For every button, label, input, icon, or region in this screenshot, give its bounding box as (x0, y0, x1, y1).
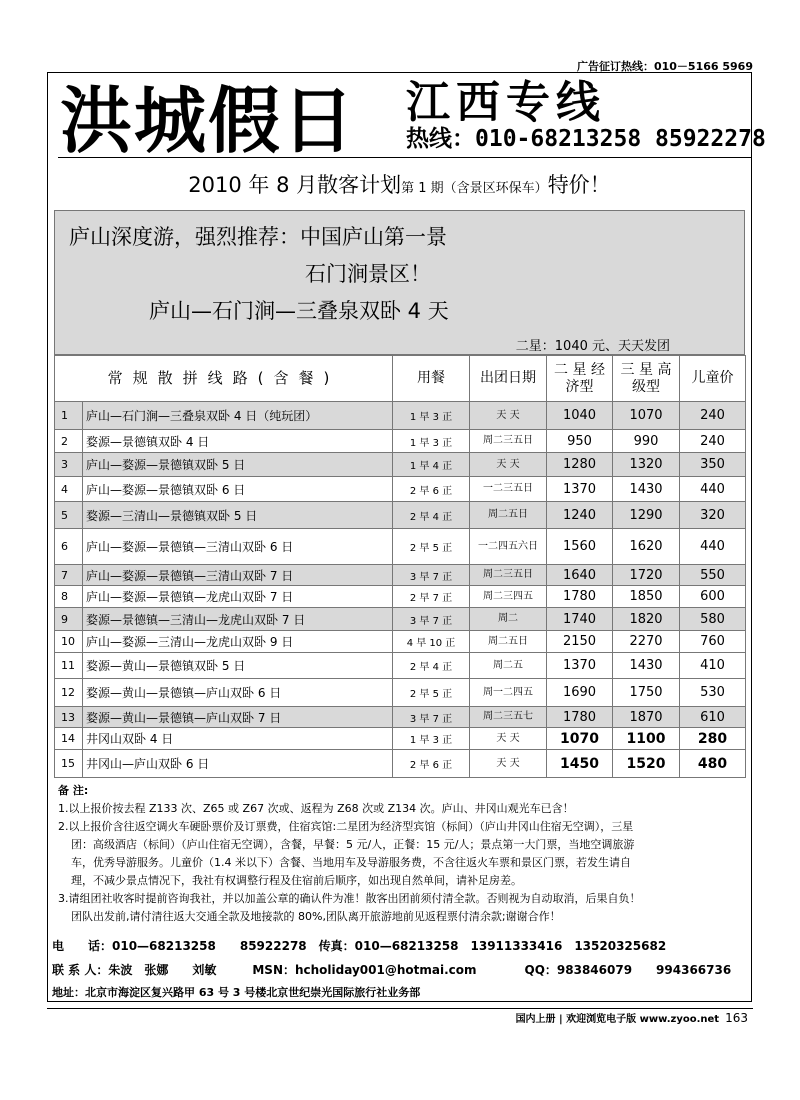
row-number: 6 (55, 529, 83, 565)
departure-dates: 天 天 (470, 453, 547, 477)
header-rule (58, 157, 751, 158)
note-2b: 团：高级酒店（标间）（庐山住宿无空调），含餐，早餐：5 元/人，正餐：15 元/人；景点第一大门票，当地空调旅游 (71, 838, 635, 851)
departure-dates: 周二 (470, 608, 547, 631)
price-3star: 1870 (613, 707, 680, 728)
subtitle-small: 第 1 期（含景区环保车） (401, 181, 548, 196)
meal-plan: 1 早 3 正 (393, 728, 470, 750)
child-price: 240 (680, 430, 746, 453)
contact-people: 联 系 人：朱波 张娜 刘敏 MSN：hcholiday001@hotmai.com QQ：983846079 994366736 (52, 963, 732, 977)
route-name: 庐山—婺源—景德镇双卧 6 日 (83, 477, 393, 502)
footer-text: 国内上册 | 欢迎浏览电子版 www.zyoo.net (515, 1014, 720, 1025)
note-3a: 3.请组团社收客时提前咨询我社，并以加盖公章的确认件为准！散客出团前须付清全款。否则视为自动取消，后果自负！ (58, 892, 641, 905)
row-number: 4 (55, 477, 83, 502)
table-row (55, 679, 746, 707)
table-row (55, 477, 746, 502)
departure-dates: 一二四五六日 (470, 529, 547, 565)
departure-dates: 周二五日 (470, 631, 547, 653)
table-row (55, 653, 746, 679)
child-price: 580 (680, 608, 746, 631)
meal-plan: 3 早 7 正 (393, 565, 470, 586)
promo-line-2: 石门涧景区！ (305, 262, 431, 286)
ad-frame (47, 72, 766, 1002)
route-name: 婺源—景德镇双卧 4 日 (83, 430, 393, 453)
promo-line-1: 庐山深度游，强烈推荐：中国庐山第一景 (69, 225, 447, 249)
header-route: 常规散拼线路(含餐) (55, 356, 393, 402)
row-number: 12 (55, 679, 83, 707)
meal-plan: 2 早 4 正 (393, 502, 470, 529)
table-row (55, 750, 746, 778)
subtitle-main-a: 2010 年 8 月散客计划 (188, 173, 402, 197)
meal-plan: 2 早 4 正 (393, 653, 470, 679)
meal-plan: 1 早 4 正 (393, 453, 470, 477)
route-name: 庐山—婺源—三清山—龙虎山双卧 9 日 (83, 631, 393, 653)
price-2star: 1370 (547, 653, 613, 679)
header-price-3star: 三 星 高级型 (613, 356, 680, 402)
route-name: 庐山—婺源—景德镇—三清山双卧 6 日 (83, 529, 393, 565)
price-2star: 1780 (547, 707, 613, 728)
meal-plan: 1 早 3 正 (393, 430, 470, 453)
child-price: 240 (680, 402, 746, 430)
child-price: 350 (680, 453, 746, 477)
note-2d: 理，不减少景点情况下，我社有权调整行程及住宿前后顺序，如出现自然单间，请补足房差。 (71, 874, 522, 887)
child-price: 530 (680, 679, 746, 707)
note-1: 1.以上报价按去程 Z133 次、Z65 或 Z67 次或、返程为 Z68 次或 Z134 次。庐山、井冈山观光车已含！ (58, 802, 574, 815)
meal-plan: 2 早 7 正 (393, 586, 470, 608)
table-header-row (55, 356, 746, 402)
price-2star: 950 (547, 430, 613, 453)
row-number: 2 (55, 430, 83, 453)
price-2star: 1560 (547, 529, 613, 565)
footer-rule (47, 1008, 753, 1009)
route-name: 井冈山双卧 4 日 (83, 728, 393, 750)
table-row (55, 608, 746, 631)
route-name: 庐山—婺源—景德镇双卧 5 日 (83, 453, 393, 477)
table-row (55, 631, 746, 653)
route-name: 婺源—黄山—景德镇—庐山双卧 7 日 (83, 707, 393, 728)
note-3b: 团队出发前,请付清往返大交通全款及地接款的 80%,团队离开旅游地前见返程票付清余款;谢谢合作！ (71, 910, 561, 923)
row-number: 5 (55, 502, 83, 529)
route-name: 庐山—婺源—景德镇—三清山双卧 7 日 (83, 565, 393, 586)
promo-price: 二星：1040 元、天天发团 (515, 339, 670, 354)
page-number: 163 (725, 1011, 748, 1025)
jiangxi-line-title: 江西专线 (406, 77, 606, 128)
meal-plan: 1 早 3 正 (393, 402, 470, 430)
row-number: 1 (55, 402, 83, 430)
departure-dates: 周二三五日 (470, 430, 547, 453)
meal-plan: 2 早 5 正 (393, 529, 470, 565)
row-number: 10 (55, 631, 83, 653)
notes-section (58, 782, 748, 926)
departure-dates: 周二三五七 (470, 707, 547, 728)
note-2a: 2.以上报价含往返空调火车硬卧票价及订票费，住宿宾馆:二星团为经济型宾馆（标间）（庐山井冈山住宿无空调），三星 (58, 820, 634, 833)
table-row (55, 430, 746, 453)
table-row (55, 565, 746, 586)
price-2star: 1370 (547, 477, 613, 502)
route-name: 庐山—石门涧—三叠泉双卧 4 日（纯玩团） (83, 402, 393, 430)
table-row (55, 453, 746, 477)
price-3star: 1520 (613, 750, 680, 778)
price-3star: 1100 (613, 728, 680, 750)
price-3star: 1070 (613, 402, 680, 430)
price-2star: 1040 (547, 402, 613, 430)
price-3star: 990 (613, 430, 680, 453)
child-price: 280 (680, 728, 746, 750)
child-price: 550 (680, 565, 746, 586)
departure-dates: 天 天 (470, 402, 547, 430)
brand-title: 洪城假日 (60, 78, 357, 163)
notes-title: 备 注: (58, 784, 89, 797)
departure-dates: 一二三五日 (470, 477, 547, 502)
promo-line-3: 庐山—石门涧—三叠泉双卧 4 天 (149, 299, 449, 323)
meal-plan: 2 早 6 正 (393, 477, 470, 502)
price-3star: 1720 (613, 565, 680, 586)
route-name: 井冈山—庐山双卧 6 日 (83, 750, 393, 778)
meal-plan: 3 早 7 正 (393, 707, 470, 728)
route-name: 婺源—三清山—景德镇双卧 5 日 (83, 502, 393, 529)
contact-phone: 电 话：010—68213258 85922278 传真：010—68213258 13911333416 13520325682 (52, 939, 667, 953)
table-row (55, 529, 746, 565)
price-2star: 1280 (547, 453, 613, 477)
route-name: 庐山—婺源—景德镇—龙虎山双卧 7 日 (83, 586, 393, 608)
departure-dates: 天 天 (470, 750, 547, 778)
departure-dates: 周二五 (470, 653, 547, 679)
price-2star: 1740 (547, 608, 613, 631)
table-row (55, 402, 746, 430)
price-3star: 1750 (613, 679, 680, 707)
price-2star: 1240 (547, 502, 613, 529)
row-number: 13 (55, 707, 83, 728)
child-price: 320 (680, 502, 746, 529)
price-2star: 1450 (547, 750, 613, 778)
child-price: 440 (680, 477, 746, 502)
price-3star: 1290 (613, 502, 680, 529)
routes-table (54, 355, 746, 778)
row-number: 15 (55, 750, 83, 778)
contact-address: 地址：北京市海淀区复兴路甲 63 号 3 号楼北京世纪崇光国际旅行社业务部 (52, 986, 421, 999)
note-2c: 车，优秀导游服务。儿童价（1.4 米以下）含餐、当地用车及导游服务费，不含往返火车票和景区门票，若发生请自 (71, 856, 631, 869)
departure-dates: 周二三四五 (470, 586, 547, 608)
departure-dates: 周一二四五 (470, 679, 547, 707)
table-row (55, 502, 746, 529)
meal-plan: 2 早 6 正 (393, 750, 470, 778)
plan-subtitle (48, 171, 751, 203)
child-price: 440 (680, 529, 746, 565)
table-row (55, 728, 746, 750)
departure-dates: 周二五日 (470, 502, 547, 529)
row-number: 14 (55, 728, 83, 750)
meal-plan: 2 早 5 正 (393, 679, 470, 707)
price-2star: 1690 (547, 679, 613, 707)
ad-hotline: 广告征订热线：010－5166 5969 (576, 60, 753, 73)
row-number: 11 (55, 653, 83, 679)
route-name: 婺源—黄山—景德镇—庐山双卧 6 日 (83, 679, 393, 707)
price-3star: 1620 (613, 529, 680, 565)
price-2star: 1780 (547, 586, 613, 608)
row-number: 7 (55, 565, 83, 586)
price-2star: 1070 (547, 728, 613, 750)
child-price: 600 (680, 586, 746, 608)
child-price: 610 (680, 707, 746, 728)
departure-dates: 天 天 (470, 728, 547, 750)
table-row (55, 586, 746, 608)
price-3star: 1320 (613, 453, 680, 477)
price-3star: 2270 (613, 631, 680, 653)
route-name: 婺源—景德镇—三清山—龙虎山双卧 7 日 (83, 608, 393, 631)
subtitle-main-b: 特价！ (547, 173, 611, 197)
price-2star: 2150 (547, 631, 613, 653)
header-meal: 用餐 (393, 356, 470, 402)
price-3star: 1820 (613, 608, 680, 631)
route-name: 婺源—黄山—景德镇双卧 5 日 (83, 653, 393, 679)
meal-plan: 3 早 7 正 (393, 608, 470, 631)
child-price: 480 (680, 750, 746, 778)
row-number: 3 (55, 453, 83, 477)
meal-plan: 4 早 10 正 (393, 631, 470, 653)
row-number: 9 (55, 608, 83, 631)
row-number: 8 (55, 586, 83, 608)
price-3star: 1850 (613, 586, 680, 608)
header-price-2star: 二 星 经济型 (547, 356, 613, 402)
table-row (55, 707, 746, 728)
header-dates: 出团日期 (470, 356, 547, 402)
footer (516, 1010, 748, 1025)
price-3star: 1430 (613, 477, 680, 502)
header-child-price: 儿童价 (680, 356, 746, 402)
child-price: 410 (680, 653, 746, 679)
price-3star: 1430 (613, 653, 680, 679)
departure-dates: 周二三五日 (470, 565, 547, 586)
jiangxi-hotline: 热线：010-68213258 85922278 (406, 126, 766, 152)
child-price: 760 (680, 631, 746, 653)
price-2star: 1640 (547, 565, 613, 586)
promo-box (54, 210, 745, 355)
